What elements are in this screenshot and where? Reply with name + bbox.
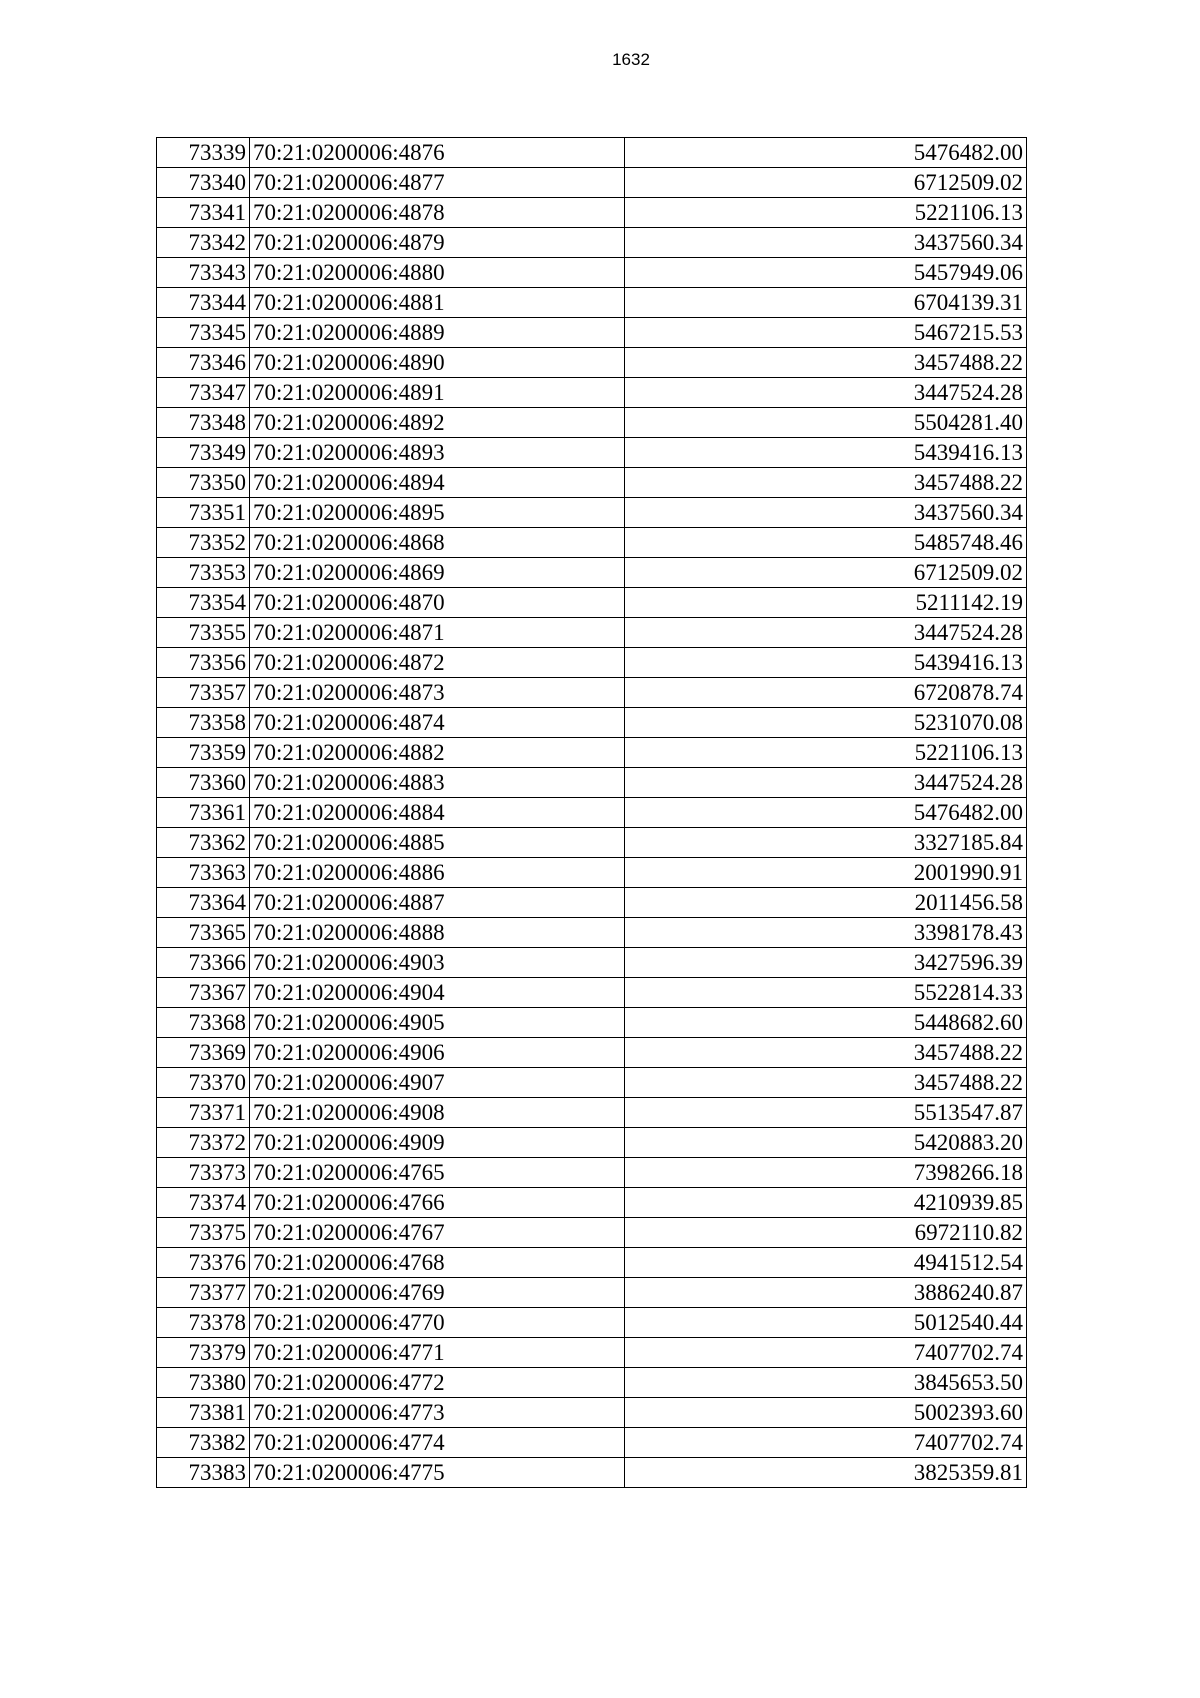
table-row: [157, 558, 1027, 588]
cadastral-number-cell: 70:21:0200006:4765: [250, 1158, 625, 1188]
table-row: [157, 1188, 1027, 1218]
cadastral-value-cell: 4210939.85: [625, 1188, 1027, 1218]
row-number-cell: 73368: [157, 1008, 250, 1038]
table-row: [157, 1308, 1027, 1338]
table-row: [157, 798, 1027, 828]
cadastral-number-cell: 70:21:0200006:4872: [250, 648, 625, 678]
cadastral-value-cell: 6972110.82: [625, 1218, 1027, 1248]
table-row: [157, 1338, 1027, 1368]
table-row: [157, 888, 1027, 918]
cadastral-value-cell: 5513547.87: [625, 1098, 1027, 1128]
row-number-cell: 73379: [157, 1338, 250, 1368]
cadastral-number-cell: 70:21:0200006:4888: [250, 918, 625, 948]
table-row: [157, 138, 1027, 168]
table-row: [157, 678, 1027, 708]
table-row: [157, 648, 1027, 678]
cadastral-number-cell: 70:21:0200006:4887: [250, 888, 625, 918]
cadastral-value-cell: 3398178.43: [625, 918, 1027, 948]
cadastral-value-cell: 6720878.74: [625, 678, 1027, 708]
page-number: 1632: [612, 50, 650, 69]
cadastral-value-cell: 5467215.53: [625, 318, 1027, 348]
row-number-cell: 73362: [157, 828, 250, 858]
table-row: [157, 1038, 1027, 1068]
cadastral-number-cell: 70:21:0200006:4879: [250, 228, 625, 258]
cadastral-number-cell: 70:21:0200006:4768: [250, 1248, 625, 1278]
row-number-cell: 73361: [157, 798, 250, 828]
cadastral-number-cell: 70:21:0200006:4906: [250, 1038, 625, 1068]
cadastral-number-cell: 70:21:0200006:4894: [250, 468, 625, 498]
cadastral-number-cell: 70:21:0200006:4889: [250, 318, 625, 348]
table-row: [157, 438, 1027, 468]
table-row: [157, 1158, 1027, 1188]
cadastral-number-cell: 70:21:0200006:4903: [250, 948, 625, 978]
row-number-cell: 73349: [157, 438, 250, 468]
cadastral-number-cell: 70:21:0200006:4775: [250, 1458, 625, 1488]
row-number-cell: 73363: [157, 858, 250, 888]
row-number-cell: 73352: [157, 528, 250, 558]
cadastral-number-cell: 70:21:0200006:4876: [250, 138, 625, 168]
row-number-cell: 73339: [157, 138, 250, 168]
row-number-cell: 73350: [157, 468, 250, 498]
row-number-cell: 73351: [157, 498, 250, 528]
row-number-cell: 73372: [157, 1128, 250, 1158]
cadastral-number-cell: 70:21:0200006:4895: [250, 498, 625, 528]
row-number-cell: 73383: [157, 1458, 250, 1488]
row-number-cell: 73359: [157, 738, 250, 768]
table-row: [157, 978, 1027, 1008]
table-row: [157, 858, 1027, 888]
table-row: [157, 618, 1027, 648]
row-number-cell: 73371: [157, 1098, 250, 1128]
cadastral-value-cell: 5221106.13: [625, 198, 1027, 228]
row-number-cell: 73382: [157, 1428, 250, 1458]
cadastral-value-cell: 5485748.46: [625, 528, 1027, 558]
cadastral-value-cell: 5012540.44: [625, 1308, 1027, 1338]
table-row: [157, 468, 1027, 498]
cadastral-value-cell: 2001990.91: [625, 858, 1027, 888]
row-number-cell: 73366: [157, 948, 250, 978]
cadastral-value-cell: 3457488.22: [625, 1068, 1027, 1098]
table-row: [157, 288, 1027, 318]
row-number-cell: 73340: [157, 168, 250, 198]
table-row: [157, 1428, 1027, 1458]
row-number-cell: 73344: [157, 288, 250, 318]
cadastral-value-cell: 5504281.40: [625, 408, 1027, 438]
row-number-cell: 73356: [157, 648, 250, 678]
table-row: [157, 588, 1027, 618]
row-number-cell: 73346: [157, 348, 250, 378]
cadastral-number-cell: 70:21:0200006:4909: [250, 1128, 625, 1158]
cadastral-value-cell: 2011456.58: [625, 888, 1027, 918]
row-number-cell: 73353: [157, 558, 250, 588]
cadastral-number-cell: 70:21:0200006:4885: [250, 828, 625, 858]
table-row: [157, 1098, 1027, 1128]
cadastral-number-cell: 70:21:0200006:4883: [250, 768, 625, 798]
cadastral-number-cell: 70:21:0200006:4881: [250, 288, 625, 318]
cadastral-value-cell: 5439416.13: [625, 648, 1027, 678]
cadastral-number-cell: 70:21:0200006:4868: [250, 528, 625, 558]
table-row: [157, 1368, 1027, 1398]
cadastral-value-cell: 5448682.60: [625, 1008, 1027, 1038]
cadastral-value-cell: 3437560.34: [625, 228, 1027, 258]
row-number-cell: 73367: [157, 978, 250, 1008]
cadastral-number-cell: 70:21:0200006:4869: [250, 558, 625, 588]
table-row: [157, 768, 1027, 798]
cadastral-number-cell: 70:21:0200006:4870: [250, 588, 625, 618]
row-number-cell: 73374: [157, 1188, 250, 1218]
table-row: [157, 348, 1027, 378]
cadastral-value-table: [156, 137, 1027, 1488]
cadastral-value-cell: 3447524.28: [625, 378, 1027, 408]
table-row: [157, 1008, 1027, 1038]
cadastral-number-cell: 70:21:0200006:4892: [250, 408, 625, 438]
cadastral-value-cell: 3886240.87: [625, 1278, 1027, 1308]
cadastral-number-cell: 70:21:0200006:4767: [250, 1218, 625, 1248]
cadastral-value-cell: 5522814.33: [625, 978, 1027, 1008]
row-number-cell: 73370: [157, 1068, 250, 1098]
table-row: [157, 498, 1027, 528]
table-body: [157, 138, 1027, 1488]
cadastral-value-cell: 6712509.02: [625, 168, 1027, 198]
cadastral-value-cell: 4941512.54: [625, 1248, 1027, 1278]
row-number-cell: 73380: [157, 1368, 250, 1398]
table-row: [157, 738, 1027, 768]
cadastral-value-cell: 5231070.08: [625, 708, 1027, 738]
cadastral-number-cell: 70:21:0200006:4891: [250, 378, 625, 408]
row-number-cell: 73360: [157, 768, 250, 798]
cadastral-value-cell: 5476482.00: [625, 138, 1027, 168]
cadastral-number-cell: 70:21:0200006:4904: [250, 978, 625, 1008]
table-row: [157, 708, 1027, 738]
cadastral-value-cell: 5439416.13: [625, 438, 1027, 468]
row-number-cell: 73376: [157, 1248, 250, 1278]
cadastral-value-cell: 7407702.74: [625, 1338, 1027, 1368]
cadastral-value-cell: 6704139.31: [625, 288, 1027, 318]
cadastral-value-cell: 5420883.20: [625, 1128, 1027, 1158]
row-number-cell: 73377: [157, 1278, 250, 1308]
cadastral-number-cell: 70:21:0200006:4908: [250, 1098, 625, 1128]
row-number-cell: 73354: [157, 588, 250, 618]
table-row: [157, 1218, 1027, 1248]
cadastral-value-cell: 3447524.28: [625, 618, 1027, 648]
row-number-cell: 73375: [157, 1218, 250, 1248]
cadastral-number-cell: 70:21:0200006:4874: [250, 708, 625, 738]
table-row: [157, 1248, 1027, 1278]
cadastral-value-cell: 3457488.22: [625, 1038, 1027, 1068]
row-number-cell: 73378: [157, 1308, 250, 1338]
row-number-cell: 73381: [157, 1398, 250, 1428]
row-number-cell: 73365: [157, 918, 250, 948]
cadastral-number-cell: 70:21:0200006:4886: [250, 858, 625, 888]
table-row: [157, 228, 1027, 258]
cadastral-number-cell: 70:21:0200006:4771: [250, 1338, 625, 1368]
row-number-cell: 73364: [157, 888, 250, 918]
cadastral-number-cell: 70:21:0200006:4907: [250, 1068, 625, 1098]
cadastral-value-cell: 5211142.19: [625, 588, 1027, 618]
cadastral-number-cell: 70:21:0200006:4884: [250, 798, 625, 828]
cadastral-number-cell: 70:21:0200006:4773: [250, 1398, 625, 1428]
table-row: [157, 378, 1027, 408]
cadastral-value-cell: 3457488.22: [625, 348, 1027, 378]
cadastral-number-cell: 70:21:0200006:4890: [250, 348, 625, 378]
cadastral-number-cell: 70:21:0200006:4877: [250, 168, 625, 198]
cadastral-value-cell: 3845653.50: [625, 1368, 1027, 1398]
cadastral-number-cell: 70:21:0200006:4770: [250, 1308, 625, 1338]
cadastral-value-cell: 3447524.28: [625, 768, 1027, 798]
table-row: [157, 1458, 1027, 1488]
cadastral-value-cell: 6712509.02: [625, 558, 1027, 588]
row-number-cell: 73373: [157, 1158, 250, 1188]
row-number-cell: 73343: [157, 258, 250, 288]
cadastral-number-cell: 70:21:0200006:4880: [250, 258, 625, 288]
cadastral-value-cell: 5221106.13: [625, 738, 1027, 768]
table-row: [157, 1068, 1027, 1098]
cadastral-number-cell: 70:21:0200006:4871: [250, 618, 625, 648]
table-row: [157, 948, 1027, 978]
table-row: [157, 318, 1027, 348]
cadastral-value-cell: 5476482.00: [625, 798, 1027, 828]
row-number-cell: 73347: [157, 378, 250, 408]
cadastral-value-cell: 5002393.60: [625, 1398, 1027, 1428]
row-number-cell: 73355: [157, 618, 250, 648]
row-number-cell: 73342: [157, 228, 250, 258]
table-row: [157, 528, 1027, 558]
cadastral-value-cell: 3437560.34: [625, 498, 1027, 528]
cadastral-value-cell: 3427596.39: [625, 948, 1027, 978]
table-row: [157, 1128, 1027, 1158]
cadastral-number-cell: 70:21:0200006:4893: [250, 438, 625, 468]
cadastral-number-cell: 70:21:0200006:4774: [250, 1428, 625, 1458]
cadastral-value-cell: 3457488.22: [625, 468, 1027, 498]
table-row: [157, 1278, 1027, 1308]
cadastral-number-cell: 70:21:0200006:4769: [250, 1278, 625, 1308]
table-row: [157, 1398, 1027, 1428]
table-row: [157, 198, 1027, 228]
cadastral-value-cell: 3327185.84: [625, 828, 1027, 858]
table-row: [157, 408, 1027, 438]
cadastral-number-cell: 70:21:0200006:4878: [250, 198, 625, 228]
cadastral-value-cell: 7398266.18: [625, 1158, 1027, 1188]
cadastral-value-cell: 7407702.74: [625, 1428, 1027, 1458]
row-number-cell: 73358: [157, 708, 250, 738]
cadastral-number-cell: 70:21:0200006:4766: [250, 1188, 625, 1218]
cadastral-number-cell: 70:21:0200006:4882: [250, 738, 625, 768]
cadastral-number-cell: 70:21:0200006:4873: [250, 678, 625, 708]
table-row: [157, 918, 1027, 948]
table-row: [157, 168, 1027, 198]
cadastral-value-cell: 5457949.06: [625, 258, 1027, 288]
row-number-cell: 73357: [157, 678, 250, 708]
table-row: [157, 258, 1027, 288]
table-row: [157, 828, 1027, 858]
row-number-cell: 73369: [157, 1038, 250, 1068]
cadastral-number-cell: 70:21:0200006:4905: [250, 1008, 625, 1038]
cadastral-value-cell: 3825359.81: [625, 1458, 1027, 1488]
cadastral-number-cell: 70:21:0200006:4772: [250, 1368, 625, 1398]
row-number-cell: 73348: [157, 408, 250, 438]
row-number-cell: 73345: [157, 318, 250, 348]
row-number-cell: 73341: [157, 198, 250, 228]
